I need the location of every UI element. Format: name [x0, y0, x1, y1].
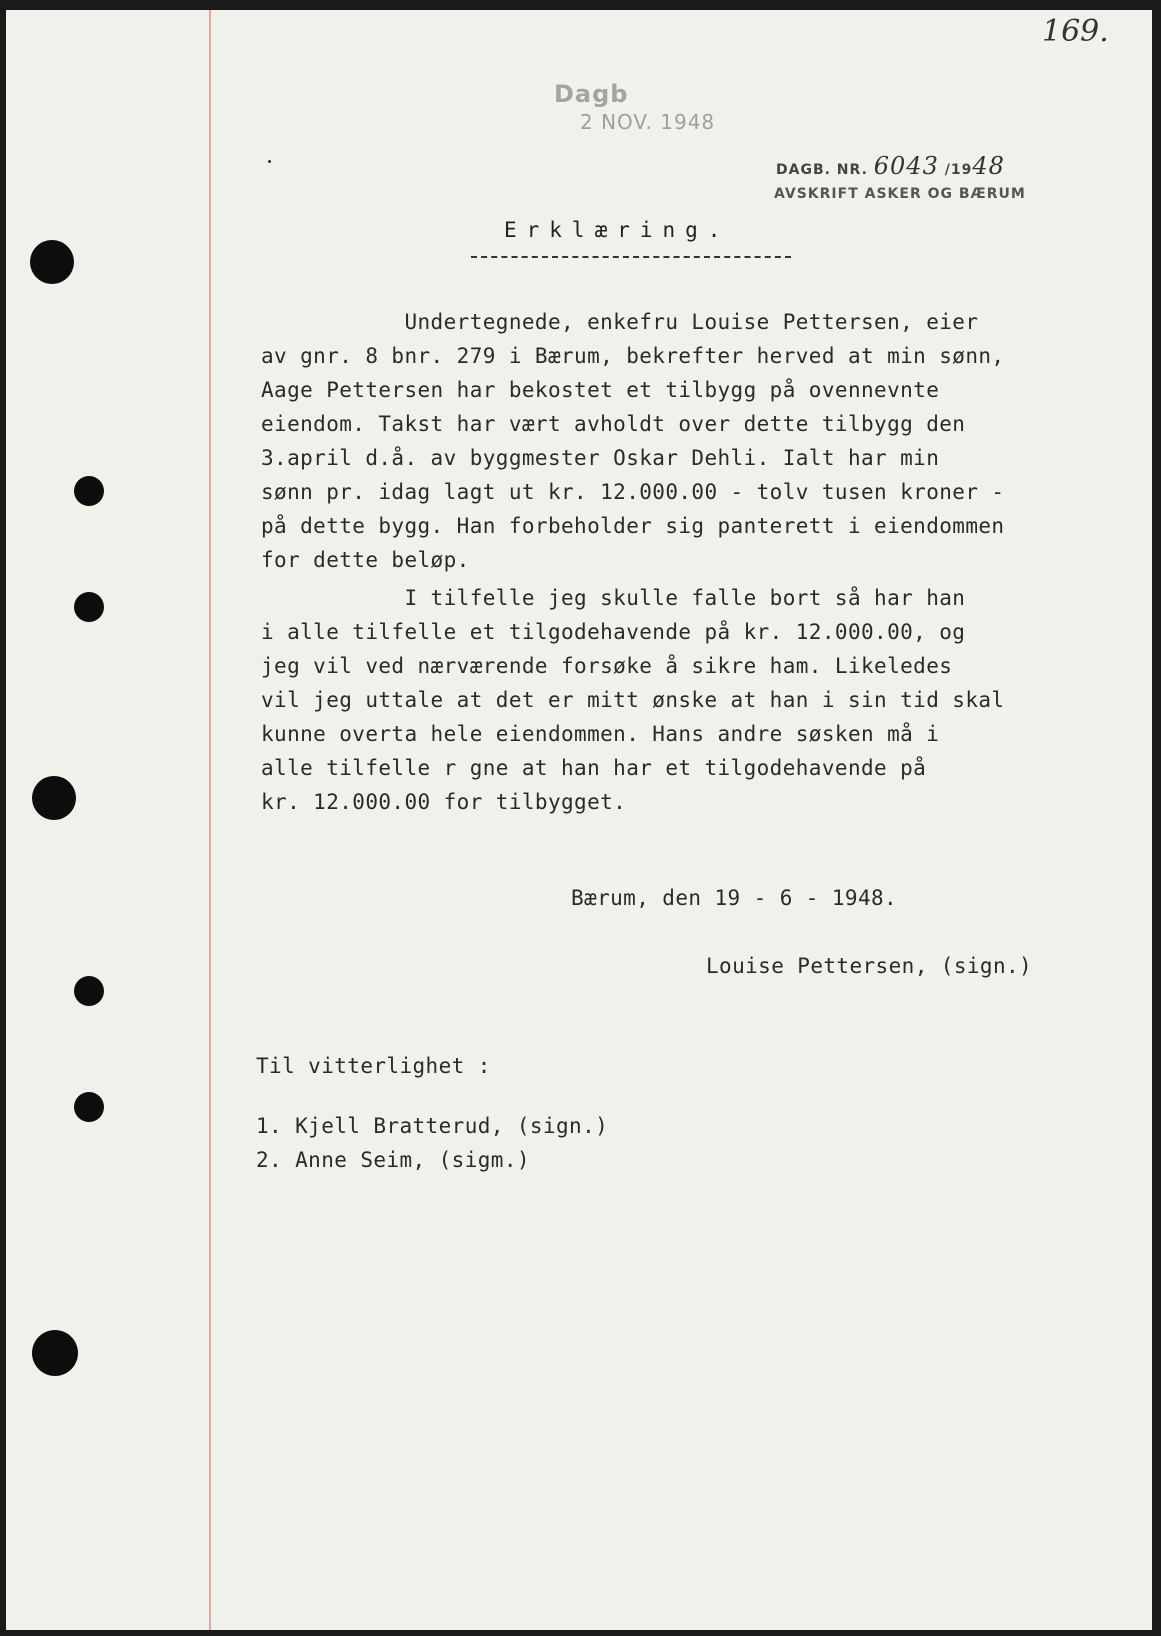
- body-line: i alle tilfelle et tilgodehavende på kr. 12.000.00, og: [261, 620, 966, 644]
- punch-hole: [74, 976, 104, 1006]
- punch-hole: [32, 776, 76, 820]
- dagb-label: DAGB. NR.: [776, 162, 868, 178]
- body-line: sønn pr. idag lagt ut kr. 12.000.00 - tolv tusen kroner -: [261, 480, 1005, 504]
- punch-hole: [30, 240, 74, 284]
- signature: Louise Pettersen, (sign.): [706, 954, 1033, 978]
- punch-hole: [74, 1092, 104, 1122]
- document-page: [6, 10, 1152, 1630]
- body-line: vil jeg uttale at det er mitt ønske at han i sin tid skal: [261, 688, 1005, 712]
- avskrift-stamp: AVSKRIFT ASKER OG BÆRUM: [774, 186, 1026, 202]
- margin-line: [209, 10, 211, 1630]
- body-line: alle tilfelle r gne at han har et tilgodehavende på: [261, 756, 927, 780]
- dagb-stamp: [776, 152, 1005, 180]
- body-line: på dette bygg. Han forbeholder sig panterett i eiendommen: [261, 514, 1005, 538]
- punch-hole: [32, 1330, 78, 1376]
- place-date: Bærum, den 19 - 6 - 1948.: [571, 886, 898, 910]
- body-line: kunne overta hele eiendommen. Hans andre søsken må i: [261, 722, 940, 746]
- title-underline: [471, 256, 791, 258]
- body-line: jeg vil ved nærværende forsøke å sikre ham. Likeledes: [261, 654, 953, 678]
- dagb-year-prefix: /19: [944, 162, 973, 178]
- received-stamp-date: 2 NOV. 1948: [580, 110, 716, 134]
- body-line: eiendom. Takst har vært avholdt over dette tilbygg den: [261, 412, 966, 436]
- punch-hole: [74, 476, 104, 506]
- received-stamp-title: Dagb: [554, 80, 629, 108]
- document-title: Erklæring.: [504, 218, 731, 242]
- body-line: I tilfelle jeg skulle falle bort så har han: [261, 586, 966, 610]
- body-line: kr. 12.000.00 for tilbygget.: [261, 790, 627, 814]
- body-line: Aage Pettersen har bekostet et tilbygg på ovennevnte: [261, 378, 940, 402]
- punch-hole: [74, 592, 104, 622]
- ink-dot: [268, 160, 271, 163]
- witness-line: 2. Anne Seim, (sigm.): [256, 1148, 530, 1172]
- body-line: for dette beløp.: [261, 548, 470, 572]
- witness-line: 1. Kjell Bratterud, (sign.): [256, 1114, 609, 1138]
- body-line: Undertegnede, enkefru Louise Pettersen, eier: [261, 310, 979, 334]
- page-number: 169.: [1042, 14, 1109, 49]
- body-line: av gnr. 8 bnr. 279 i Bærum, bekrefter herved at min sønn,: [261, 344, 1005, 368]
- dagb-number: 6043: [873, 152, 939, 180]
- dagb-year-suffix: 48: [972, 152, 1005, 180]
- body-line: 3.april d.å. av byggmester Oskar Dehli. Ialt har min: [261, 446, 940, 470]
- witness-heading: Til vitterlighet :: [256, 1054, 491, 1078]
